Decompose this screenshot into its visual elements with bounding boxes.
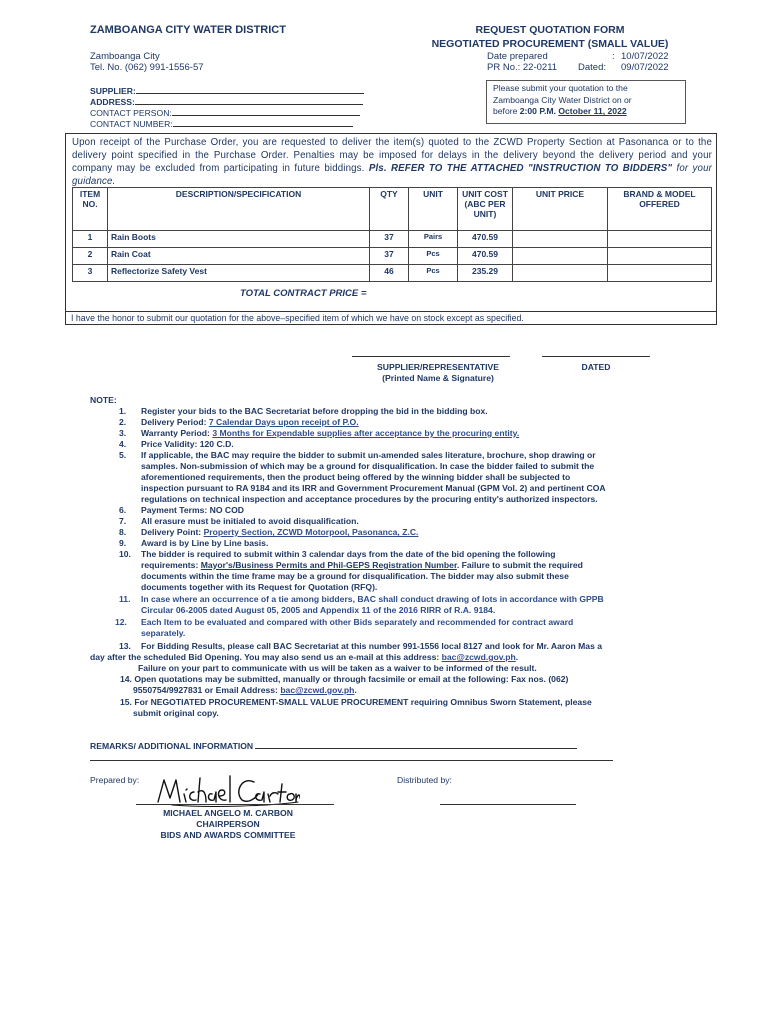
cell-unit: Pcs [409, 265, 458, 282]
th-qty: QTY [370, 188, 409, 231]
th-unit-price: UNIT PRICE [513, 188, 608, 231]
cell-qty: 37 [370, 231, 409, 248]
note-14-email-label: 9550754/9927831 or Email Address: [133, 685, 278, 695]
remarks-label: REMARKS/ ADDITIONAL INFORMATION [90, 741, 254, 751]
note-5-line-2: samples. Non-submission of which may be a ground for disqualification. In case the bidder failed to submit the [141, 461, 595, 471]
note-11-line-1: In case where an occurrence of a tie among bidders, BAC shall conduct drawing of lots in accordance with GPPB [141, 594, 604, 604]
note-9-text: Award is by Line by Line basis. [141, 538, 269, 548]
note-8-label: Delivery Point: [141, 527, 202, 537]
note-1-text: Register your bids to the BAC Secretariat before dropping the bid in the bidding box. [141, 406, 488, 416]
items-table [72, 187, 712, 282]
note-10-line-4: documents together with its Request for Quotation (RFQ). [141, 582, 378, 592]
note-13-line-3: Failure on your part to communicate with us will be taken as a waiver to be informed of the result. [138, 663, 537, 673]
signature-image [150, 772, 300, 808]
table-row [73, 231, 712, 248]
note-4: 4. Price Validity: 120 C.D. [119, 439, 234, 449]
pr-number: PR No.: 22-0211 [487, 62, 558, 73]
note-14-line-2: 9550754/9927831 or Email Address: bac@zcwd.gov.ph. [133, 685, 357, 695]
form-title: REQUEST QUOTATION FORM [475, 24, 625, 36]
cell-item: 3 [73, 265, 108, 282]
date-prepared-value: 10/07/2022 [621, 51, 669, 62]
th-unit: UNIT [409, 188, 458, 231]
cell-qty: 46 [370, 265, 409, 282]
note-10-line-2 [141, 560, 583, 571]
note-13-line-1: For Bidding Results, please call BAC Secretariat at this number 991-1556 local 8127 and look for Mr. Aaron Mas a [141, 641, 603, 651]
note-5-line-5: regulations on technical inspection and acceptance procedures by the procuring entity's authorized inspectors. [141, 494, 598, 504]
note-3: 3. Warranty Period: 3 Months for Expendable supplies after acceptance by the procuring entity. [119, 428, 520, 438]
remarks-line-2[interactable] [90, 760, 613, 761]
prepared-by-line[interactable] [136, 804, 334, 805]
note-3-label: Warranty Period: [141, 428, 210, 438]
cell-item: 2 [73, 248, 108, 265]
signer-block [130, 808, 326, 841]
dated-caption: DATED [581, 362, 611, 372]
city: Zamboanga City [90, 51, 160, 62]
cell-description: Reflectorize Safety Vest [108, 265, 370, 282]
contact-person-field[interactable] [172, 115, 360, 116]
rep-caption-2: (Printed Name & Signature) [382, 373, 494, 383]
table-row [73, 265, 712, 282]
representative-line[interactable] [352, 356, 510, 357]
note-13: 13. For Bidding Results, please call BAC Secretariat at this number 991-1556 local 8127 and look for Mr. Aaron Mas a [119, 641, 603, 651]
supplier-block [90, 86, 364, 130]
note-5-line-3: aforementioned requirements, then the product being offered by the winning bidder shall be subjected to [141, 472, 571, 482]
note-8: 8. Delivery Point: Property Section, ZCWD Motorpool, Pasonanca, Z.C. [119, 527, 419, 537]
notes-heading: NOTE: [90, 395, 117, 405]
cell-unit-price[interactable] [513, 231, 608, 248]
note-10-req-post: . Failure to submit the required [456, 560, 583, 570]
note-5: 5. If applicable, the BAC may require the bidder to submit un-amended sales literature, brochure, shop drawing or [119, 450, 596, 460]
note-5-line-4: inspection pursuant to RA 9184 and its IRR and Government Procurement Manual (GPM Vol. 2) and pertinent COA [141, 483, 606, 493]
note-3-value: 3 Months for Expendable supplies after acceptance by the procuring entity. [212, 428, 520, 438]
th-unit-cost: UNIT COST (ABC PER UNIT) [458, 188, 513, 231]
cell-description: Rain Boots [108, 231, 370, 248]
note-10-req-label: requirements: [141, 560, 199, 570]
cell-qty: 37 [370, 248, 409, 265]
note-11: 11. In case where an occurrence of a tie among bidders, BAC shall conduct drawing of lots in accordance with GPPB [119, 594, 604, 604]
note-10: 10. The bidder is required to submit within 3 calendar days from the date of the bid opening the following [119, 549, 556, 559]
dated-value: 09/07/2022 [621, 62, 669, 73]
note-7: 7. All erasure must be initialed to avoid disqualification. [119, 516, 359, 526]
note-5-line-1: If applicable, the BAC may require the bidder to submit un-amended sales literature, brochure, shop drawing or [141, 450, 596, 460]
note-14-email-link[interactable]: bac@zcwd.gov.ph [280, 685, 355, 695]
note-8-value: Property Section, ZCWD Motorpool, Pasonanca, Z.C. [203, 527, 419, 537]
note-14: 14. Open quotations may be submitted, manually or through facsimile or email at the following: Fax nos. (062) [120, 674, 569, 684]
cell-brand-model[interactable] [608, 231, 712, 248]
cell-unit-price[interactable] [513, 248, 608, 265]
notice-date: October 11, 2022 [558, 106, 627, 116]
table-header-row [73, 188, 712, 231]
remarks-field[interactable] [255, 748, 577, 749]
contact-number-field[interactable] [173, 126, 353, 127]
notice-line-3 [493, 106, 679, 118]
notice-before: before [493, 106, 518, 116]
cell-unit: Pairs [409, 231, 458, 248]
notice-line-2: Zamboanga City Water District on or [493, 94, 632, 105]
signer-title: CHAIRPERSON [196, 819, 260, 829]
contact-number-label: CONTACT NUMBER: [90, 119, 173, 129]
note-13-line-2: day after the scheduled Bid Opening. You may also send us an e-mail at this address: bac@zcwd.gov.ph. [90, 652, 519, 662]
org-name: ZAMBOANGA CITY WATER DISTRICT [90, 24, 286, 36]
notice-time: 2:00 P.M. [519, 106, 556, 116]
note-2-value: 7 Calendar Days upon receipt of P.O. [208, 417, 359, 427]
note-10-line-1: The bidder is required to submit within 3 calendar days from the date of the bid opening the following [141, 549, 556, 559]
th-item: ITEM NO. [73, 188, 108, 231]
prepared-by-label: Prepared by: [90, 775, 140, 785]
date-prepared-label: Date prepared [487, 51, 548, 62]
note-11-line-2: Circular 06-2005 dated August 05, 2005 and Appendix 11 of the 2016 RIRR of R.A. 9184. [141, 605, 496, 615]
intro-emphasis: Pls. REFER TO THE ATTACHED "INSTRUCTION TO BIDDERS" [368, 163, 673, 174]
representative-caption [352, 362, 524, 384]
supplier-field[interactable] [136, 93, 364, 94]
cell-unit-cost: 470.59 [458, 248, 513, 265]
note-15-line-2: submit original copy. [133, 708, 219, 718]
address-field[interactable] [135, 104, 363, 105]
cell-unit-cost: 235.29 [458, 265, 513, 282]
note-1: 1. Register your bids to the BAC Secretariat before dropping the bid in the bidding box. [119, 406, 488, 416]
notice-line-1: Please submit your quotation to the [493, 83, 628, 93]
note-10-req-value: Mayor's/Business Permits and Phil-GEPS Registration Number [200, 560, 457, 570]
cell-brand-model[interactable] [608, 248, 712, 265]
distributed-by-label: Distributed by: [397, 775, 452, 785]
th-description: DESCRIPTION/SPECIFICATION [108, 188, 370, 231]
supplier-label: SUPPLIER: [90, 86, 136, 96]
note-15: 15. For NEGOTIATED PROCUREMENT-SMALL VALUE PROCUREMENT requiring Omnibus Sworn Statement, please [120, 697, 592, 707]
rep-caption-1: SUPPLIER/REPRESENTATIVE [377, 362, 499, 372]
note-12-line-2: separately. [141, 628, 186, 638]
telephone: Tel. No. (062) 991-1556-57 [90, 62, 204, 73]
total-contract-price-label: TOTAL CONTRACT PRICE = [240, 288, 367, 299]
signer-name: MICHAEL ANGELO M. CARBON [163, 808, 293, 818]
cell-unit-cost: 470.59 [458, 231, 513, 248]
intro-tail: for your guidance. [72, 163, 713, 187]
submission-notice [486, 80, 686, 124]
date-prepared-colon: : [612, 51, 615, 62]
honor-statement: I have the honor to submit our quotation for the above–specified item of which we have on stock except as specified. [65, 311, 717, 324]
note-2-label: Delivery Period: [141, 417, 207, 427]
note-6-text: Payment Terms: NO COD [141, 505, 244, 515]
cell-item: 1 [73, 231, 108, 248]
remarks-row [90, 741, 577, 751]
contact-person-label: CONTACT PERSON: [90, 108, 172, 118]
note-2: 2. Delivery Period: 7 Calendar Days upon receipt of P.O. [119, 417, 359, 427]
cell-unit-price[interactable] [513, 265, 608, 282]
note-9: 9. Award is by Line by Line basis. [119, 538, 269, 548]
dated-label: Dated: [578, 62, 606, 73]
cell-brand-model[interactable] [608, 265, 712, 282]
note-4-text: Price Validity: 120 C.D. [141, 439, 234, 449]
address-label: ADDRESS: [90, 97, 135, 107]
note-13-email-link[interactable]: bac@zcwd.gov.ph [441, 652, 516, 662]
note-12-line-1: Each Item to be evaluated and compared with other Bids separately and recommended for contract award [141, 617, 574, 627]
cell-description: Rain Coat [108, 248, 370, 265]
note-13-email-label: day after the scheduled Bid Opening. You may also send us an e-mail at this address: [90, 652, 440, 662]
cell-unit: Pcs [409, 248, 458, 265]
signer-committee: BIDS AND AWARDS COMMITTEE [160, 830, 296, 840]
distributed-by-line[interactable] [440, 804, 576, 805]
note-6: 6. Payment Terms: NO COD [119, 505, 244, 515]
intro-paragraph [72, 136, 712, 188]
note-7-text: All erasure must be initialed to avoid disqualification. [141, 516, 359, 526]
form-subtitle: NEGOTIATED PROCUREMENT (SMALL VALUE) [431, 38, 669, 50]
note-10-line-3: documents within the time frame may be a ground for disqualification. The bidder may also submit these [141, 571, 569, 581]
note-12: 12. Each Item to be evaluated and compared with other Bids separately and recommended for contract award [115, 617, 574, 627]
table-row [73, 248, 712, 265]
intro-body: Upon receipt of the Purchase Order, you are requested to deliver the item(s) quoted to the ZCWD Property Section at Pasonanca or to the delivery point specified in the Purchase Order. Penalties may be imposed for delays in the delivery beyond the delivery period and your company may be excluded from participating in future biddings. [72, 137, 712, 174]
dated-line[interactable] [542, 356, 650, 357]
th-brand-model: BRAND & MODEL OFFERED [608, 188, 712, 231]
